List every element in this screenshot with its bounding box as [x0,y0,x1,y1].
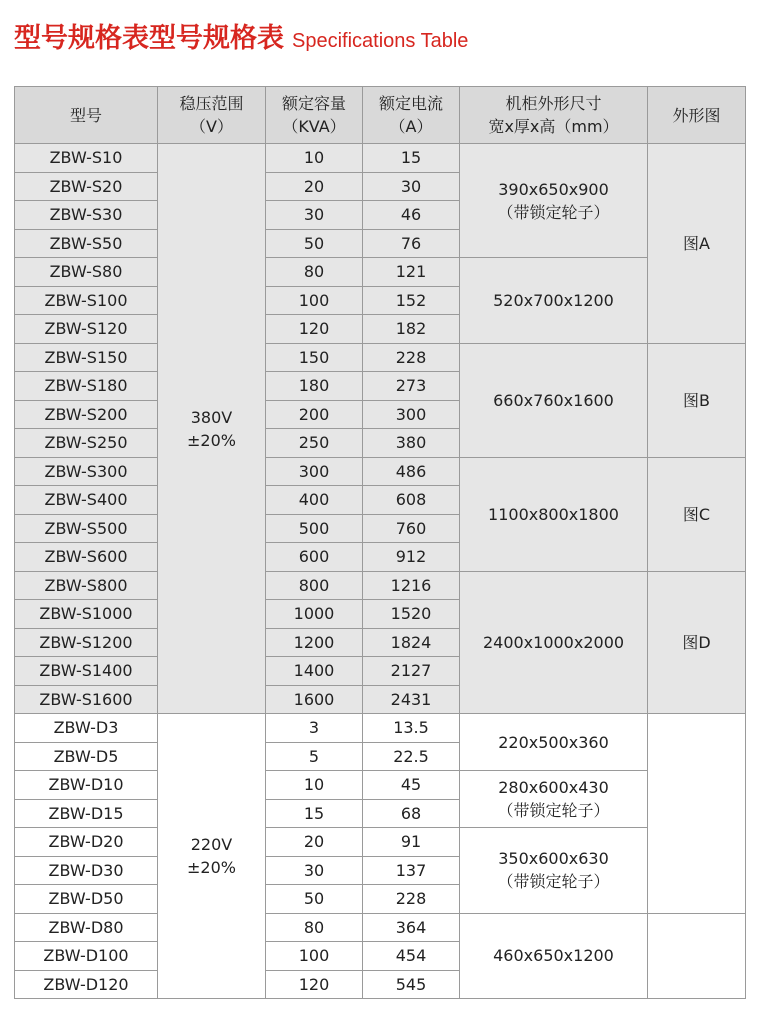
voltage-range-cell: 380V ±20% [158,144,266,714]
model-cell: ZBW-S800 [15,571,158,600]
model-cell: ZBW-S20 [15,172,158,201]
capacity-cell: 30 [266,201,363,230]
figure-cell: 图B [648,343,746,457]
dimensions-cell: 280x600x430 （带锁定轮子） [460,771,648,828]
model-cell: ZBW-D5 [15,742,158,771]
model-cell: ZBW-S150 [15,343,158,372]
title-chinese: 型号规格表型号规格表 [14,23,284,54]
model-cell: ZBW-S10 [15,144,158,173]
current-cell: 912 [363,543,460,572]
current-cell: 137 [363,856,460,885]
capacity-cell: 300 [266,457,363,486]
model-cell: ZBW-D50 [15,885,158,914]
table-row [15,457,746,486]
dimensions-cell: 350x600x630 （带锁定轮子） [460,828,648,914]
table-row [15,913,746,942]
current-cell: 1216 [363,571,460,600]
title-english: Specifications Table [292,30,469,52]
capacity-cell: 10 [266,144,363,173]
current-cell: 364 [363,913,460,942]
dimensions-cell: 460x650x1200 [460,913,648,999]
capacity-cell: 15 [266,799,363,828]
table-row [15,571,746,600]
model-cell: ZBW-S1600 [15,685,158,714]
capacity-cell: 180 [266,372,363,401]
model-cell: ZBW-S1000 [15,600,158,629]
figure-cell [648,714,746,914]
current-cell: 76 [363,229,460,258]
current-cell: 273 [363,372,460,401]
model-cell: ZBW-S120 [15,315,158,344]
page-title [14,16,468,56]
current-cell: 228 [363,343,460,372]
capacity-cell: 80 [266,258,363,287]
capacity-cell: 120 [266,970,363,999]
capacity-cell: 150 [266,343,363,372]
capacity-cell: 100 [266,286,363,315]
current-cell: 22.5 [363,742,460,771]
model-cell: ZBW-S1200 [15,628,158,657]
model-cell: ZBW-D30 [15,856,158,885]
capacity-cell: 10 [266,771,363,800]
model-cell: ZBW-D80 [15,913,158,942]
model-cell: ZBW-S400 [15,486,158,515]
current-cell: 300 [363,400,460,429]
model-cell: ZBW-D3 [15,714,158,743]
current-cell: 68 [363,799,460,828]
voltage-range-cell: 220V ±20% [158,714,266,999]
model-cell: ZBW-S50 [15,229,158,258]
model-cell: ZBW-S30 [15,201,158,230]
dimensions-cell: 660x760x1600 [460,343,648,457]
model-cell: ZBW-S180 [15,372,158,401]
current-cell: 228 [363,885,460,914]
header-current: 额定电流 （A） [363,87,460,144]
current-cell: 1520 [363,600,460,629]
current-cell: 46 [363,201,460,230]
capacity-cell: 500 [266,514,363,543]
figure-cell [648,913,746,999]
capacity-cell: 200 [266,400,363,429]
capacity-cell: 80 [266,913,363,942]
capacity-cell: 120 [266,315,363,344]
capacity-cell: 3 [266,714,363,743]
current-cell: 182 [363,315,460,344]
dimensions-cell: 220x500x360 [460,714,648,771]
current-cell: 2431 [363,685,460,714]
figure-cell: 图A [648,144,746,344]
table-header-row [15,87,746,144]
figure-cell: 图D [648,571,746,714]
dimensions-cell: 390x650x900 （带锁定轮子） [460,144,648,258]
current-cell: 15 [363,144,460,173]
capacity-cell: 600 [266,543,363,572]
model-cell: ZBW-D20 [15,828,158,857]
table-row [15,343,746,372]
header-dimensions: 机柜外形尺寸 宽x厚x高（mm） [460,87,648,144]
capacity-cell: 100 [266,942,363,971]
current-cell: 152 [363,286,460,315]
capacity-cell: 50 [266,885,363,914]
figure-cell: 图C [648,457,746,571]
capacity-cell: 5 [266,742,363,771]
model-cell: ZBW-S500 [15,514,158,543]
header-model: 型号 [15,87,158,144]
capacity-cell: 30 [266,856,363,885]
current-cell: 608 [363,486,460,515]
capacity-cell: 20 [266,172,363,201]
capacity-cell: 1000 [266,600,363,629]
current-cell: 121 [363,258,460,287]
specifications-table [14,86,746,999]
current-cell: 760 [363,514,460,543]
model-cell: ZBW-S1400 [15,657,158,686]
current-cell: 380 [363,429,460,458]
capacity-cell: 1200 [266,628,363,657]
current-cell: 45 [363,771,460,800]
capacity-cell: 800 [266,571,363,600]
current-cell: 545 [363,970,460,999]
model-cell: ZBW-S200 [15,400,158,429]
model-cell: ZBW-S100 [15,286,158,315]
header-capacity: 额定容量 （KVA） [266,87,363,144]
capacity-cell: 50 [266,229,363,258]
model-cell: ZBW-S80 [15,258,158,287]
header-figure: 外形图 [648,87,746,144]
table-row [15,714,746,743]
model-cell: ZBW-D100 [15,942,158,971]
current-cell: 486 [363,457,460,486]
capacity-cell: 1600 [266,685,363,714]
model-cell: ZBW-S250 [15,429,158,458]
capacity-cell: 20 [266,828,363,857]
current-cell: 91 [363,828,460,857]
current-cell: 30 [363,172,460,201]
capacity-cell: 1400 [266,657,363,686]
model-cell: ZBW-S600 [15,543,158,572]
current-cell: 1824 [363,628,460,657]
table-row [15,771,746,800]
dimensions-cell: 2400x1000x2000 [460,571,648,714]
current-cell: 13.5 [363,714,460,743]
table-row [15,144,746,173]
current-cell: 454 [363,942,460,971]
header-voltage-range: 稳压范围 （V） [158,87,266,144]
model-cell: ZBW-D15 [15,799,158,828]
dimensions-cell: 520x700x1200 [460,258,648,344]
model-cell: ZBW-D120 [15,970,158,999]
model-cell: ZBW-S300 [15,457,158,486]
current-cell: 2127 [363,657,460,686]
model-cell: ZBW-D10 [15,771,158,800]
table-row [15,258,746,287]
capacity-cell: 250 [266,429,363,458]
dimensions-cell: 1100x800x1800 [460,457,648,571]
capacity-cell: 400 [266,486,363,515]
table-row [15,828,746,857]
